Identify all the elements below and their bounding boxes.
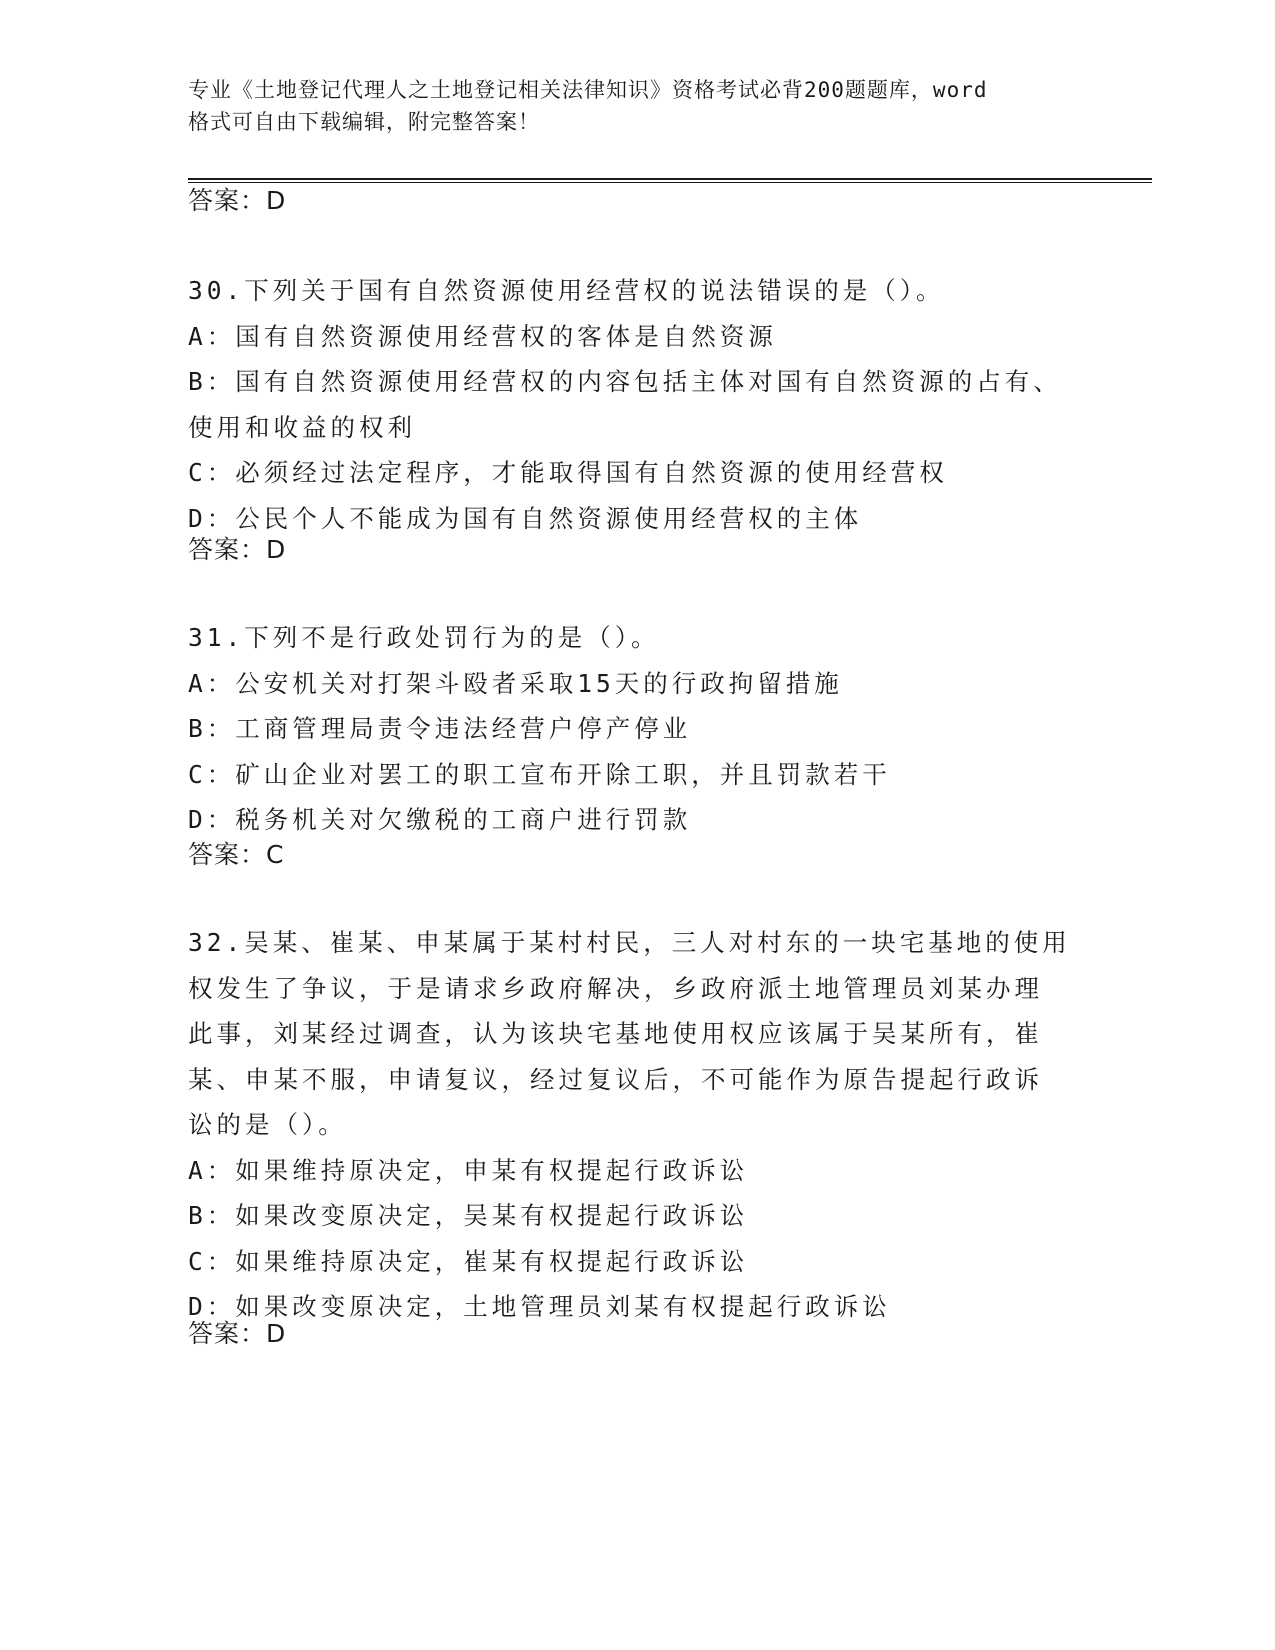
- header-title-line-2: 格式可自由下载编辑，附完整答案！: [188, 110, 540, 134]
- question-stem-line-2: 权发生了争议，于是请求乡政府解决，乡政府派土地管理员刘某办理: [188, 973, 1043, 1003]
- question-stem: 31.下列不是行政处罚行为的是（）。: [188, 623, 660, 652]
- question-stem-line-4: 某、申某不服，申请复议，经过复议后，不可能作为原告提起行政诉: [188, 1064, 1043, 1094]
- question-32: [188, 920, 1088, 1330]
- question-stem: 30.下列关于国有自然资源使用经营权的说法错误的是（）。: [188, 276, 945, 305]
- document-header: [188, 74, 1088, 138]
- question-31: [188, 615, 1088, 843]
- option-c: C：矿山企业对罢工的职工宣布开除工职，并且罚款若干: [188, 759, 891, 789]
- option-a: A：如果维持原决定，申某有权提起行政诉讼: [188, 1155, 749, 1185]
- option-a: A：公安机关对打架斗殴者采取15天的行政拘留措施: [188, 668, 843, 698]
- question-30: [188, 268, 1088, 541]
- question-stem: 32.吴某、崔某、申某属于某村村民，三人对村东的一块宅基地的使用: [188, 928, 1071, 957]
- question-stem-line-5: 讼的是（）。: [188, 1110, 347, 1139]
- header-divider: [188, 178, 1152, 183]
- option-d: D：公民个人不能成为国有自然资源使用经营权的主体: [188, 503, 863, 533]
- question-30-answer: 答案：D: [188, 535, 287, 564]
- option-b: B：如果改变原决定，吴某有权提起行政诉讼: [188, 1201, 749, 1230]
- option-d: D：税务机关对欠缴税的工商户进行罚款: [188, 805, 692, 834]
- question-stem-line-3: 此事，刘某经过调查，认为该块宅基地使用权应该属于吴某所有，崔: [188, 1019, 1043, 1048]
- option-a: A：国有自然资源使用经营权的客体是自然资源: [188, 321, 777, 351]
- option-c: C：如果维持原决定，崔某有权提起行政诉讼: [188, 1246, 749, 1276]
- option-b-continued: 使用和收益的权利: [188, 412, 416, 442]
- option-d: D：如果改变原决定，土地管理员刘某有权提起行政诉讼: [188, 1292, 891, 1321]
- header-title-line-1: 专业《土地登记代理人之土地登记相关法律知识》资格考试必背200题题库，word: [188, 78, 988, 102]
- option-b: B：国有自然资源使用经营权的内容包括主体对国有自然资源的占有、: [188, 367, 1062, 396]
- question-31-answer: 答案：C: [188, 840, 285, 869]
- option-c: C：必须经过法定程序，才能取得国有自然资源的使用经营权: [188, 458, 948, 487]
- option-b: B：工商管理局责令违法经营户停产停业: [188, 714, 692, 743]
- previous-answer: 答案：D: [188, 186, 287, 215]
- question-32-answer: 答案：D: [188, 1319, 287, 1348]
